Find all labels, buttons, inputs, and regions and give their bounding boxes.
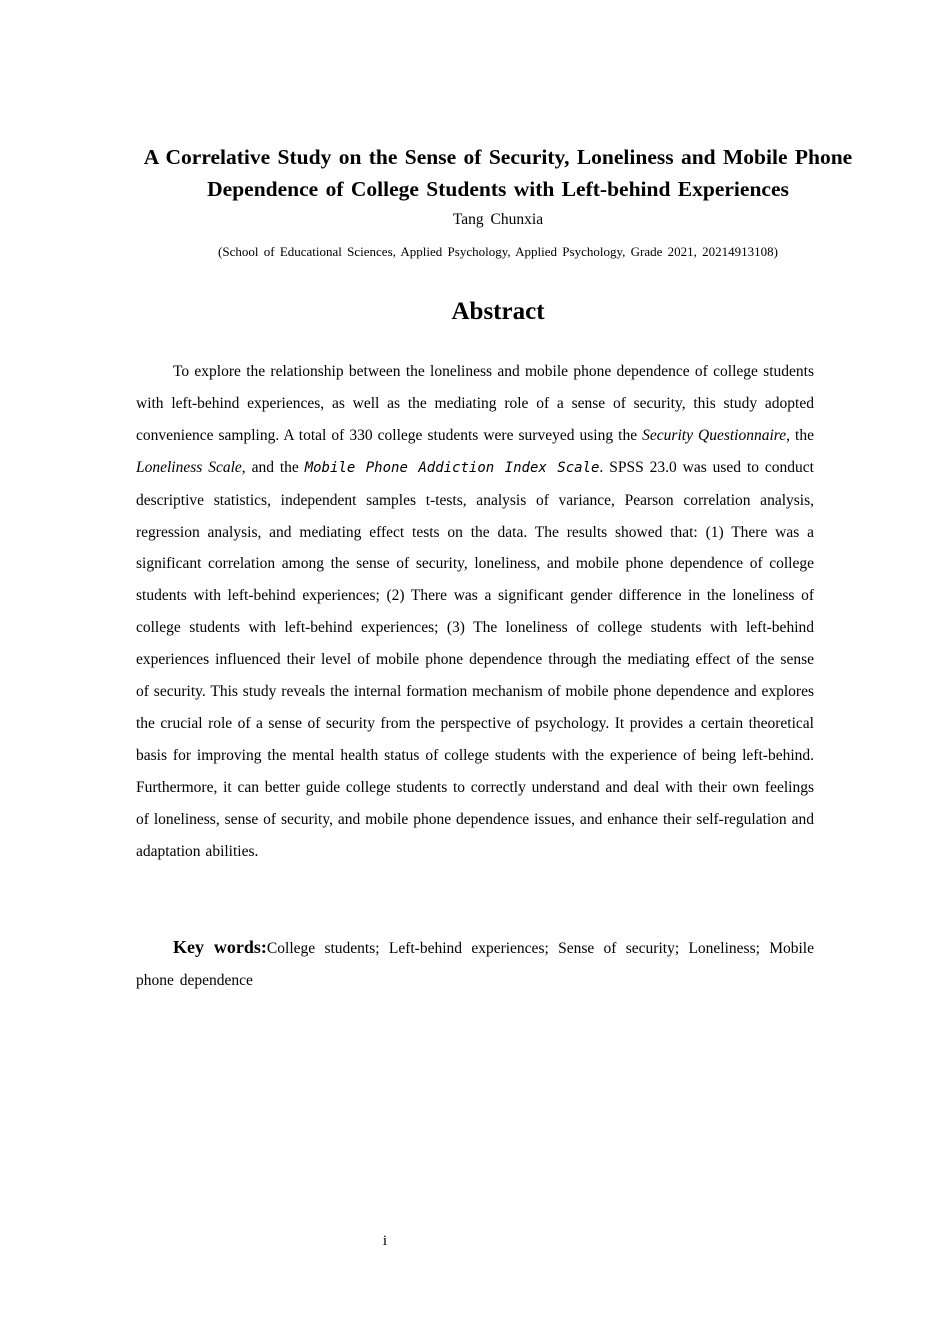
page-number: i [382, 1233, 388, 1249]
instrument-mobile-phone-addiction-index-scale: Mobile Phone Addiction Index Scale [304, 459, 600, 476]
abstract-heading: Abstract [451, 298, 545, 325]
keywords-text: College students; Left-behind experiences; Sense of security; Loneliness; Mobile phone dependence [136, 940, 814, 989]
author-name: Tang Chunxia [452, 211, 544, 228]
abstract-text: , and the [241, 458, 305, 476]
abstract-body [136, 356, 814, 868]
keywords-label: Key words: [173, 937, 267, 957]
abstract-text: . SPSS 23.0 was used to conduct descriptive statistics, independent samples t-tests, analysis of variance, Pearson correlation analysis, regression analysis, and mediating effect tests on the data. The results showed that: (1) There was a significant correlation among the sense of security, loneliness, and mobile phone dependence of college students with left-behind experiences; (2) There was a significant gender difference in the loneliness of college students with left-behind experiences; (3) The loneliness of college students with left-behind experiences influenced their level of mobile phone dependence through the mediating effect of the sense of security. This study reveals the internal formation mechanism of mobile phone dependence and explores the crucial role of a sense of security from the perspective of psychology. It provides a certain theoretical basis for improving the mental health status of college students with the experience of being left-behind. Furthermore, it can better guide college students to correctly understand and deal with their own feelings of loneliness, sense of security, and mobile phone dependence issues, and enhance their self-regulation and adaptation abilities. [136, 458, 814, 860]
keywords-paragraph [136, 932, 814, 996]
paper-title: A Correlative Study on the Sense of Security, Loneliness and Mobile Phone Dependence of College Students with Left-behind Experiences [143, 145, 853, 201]
abstract-text: To explore the relationship between the loneliness and mobile phone dependence of college students with left-behind experiences, as well as the mediating role of a sense of security, this study adopted convenience sampling. A total of 330 college students were surveyed using the [136, 363, 814, 444]
author-affiliation: (School of Educational Sciences, Applied Psychology, Applied Psychology, Grade 2021, 20214913108) [218, 244, 778, 259]
instrument-loneliness-scale: Loneliness Scale [136, 458, 242, 476]
abstract-text: , the [786, 426, 814, 444]
instrument-security-questionnaire: Security Questionnaire [642, 426, 787, 444]
